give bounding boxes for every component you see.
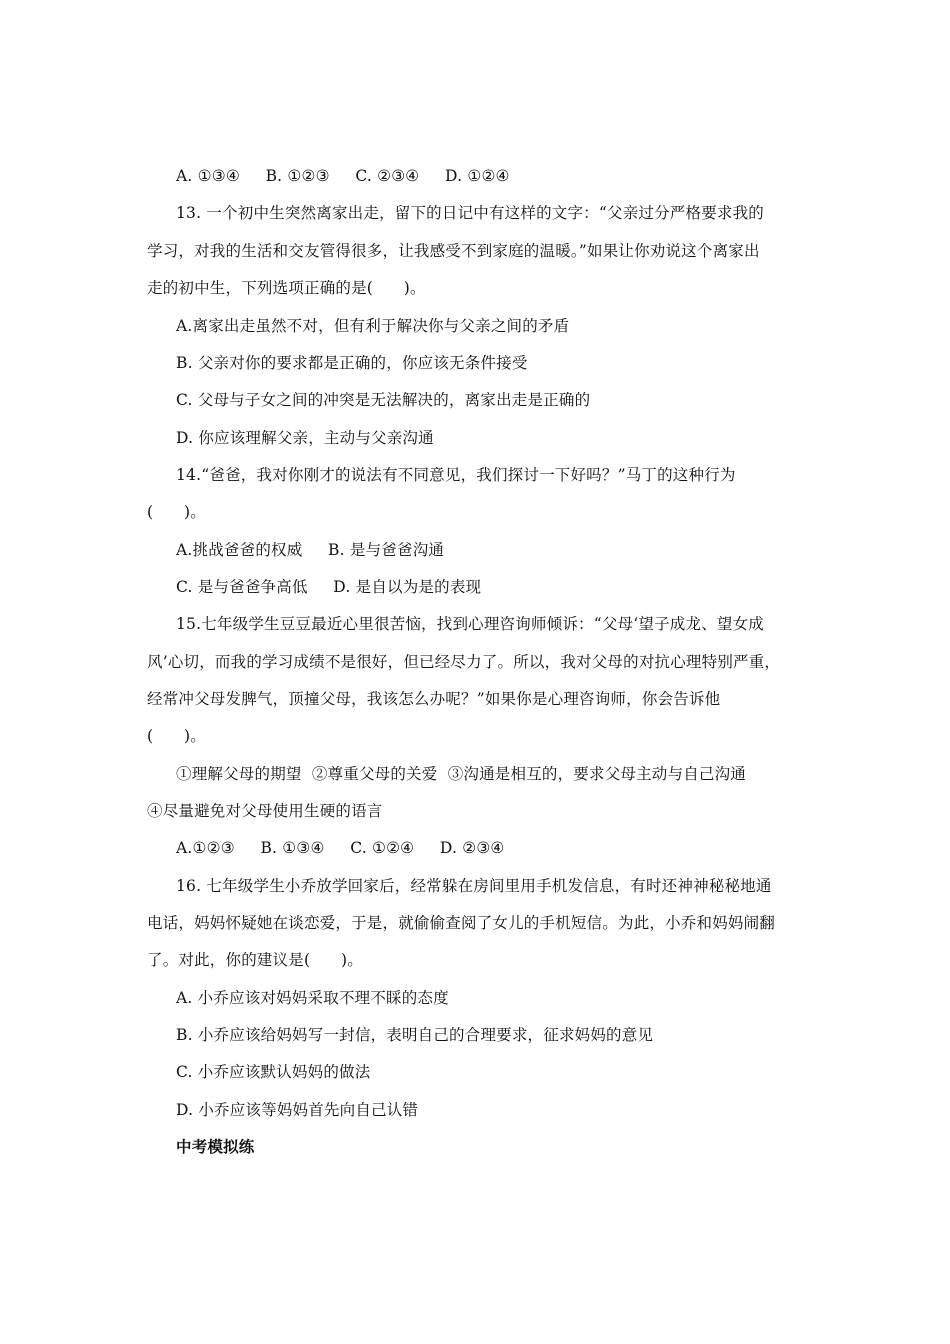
q13-option-a: A.离家出走虽然不对，但有利于解决你与父亲之间的矛盾 (176, 317, 570, 335)
q15-options: A.①②③ B. ①③④ C. ①②④ D. ②③④ (176, 839, 505, 857)
q13-option-c: C. 父母与子女之间的冲突是无法解决的，离家出走是正确的 (176, 391, 591, 409)
q16-option-b: B. 小乔应该给妈妈写一封信，表明自己的合理要求，征求妈妈的意见 (176, 1026, 654, 1044)
q13-option-d: D. 你应该理解父亲，主动与父亲沟通 (176, 429, 434, 447)
q15-stem-line-4: ( )。 (147, 727, 206, 745)
q12-options: A. ①③④ B. ①②③ C. ②③④ D. ①②④ (176, 167, 510, 185)
q16-option-d: D. 小乔应该等妈妈首先向自己认错 (176, 1101, 419, 1119)
q14-stem-line-2: ( )。 (147, 503, 206, 521)
q15-stem-line-3: 经常冲父母发脾气，顶撞父母，我该怎么办呢？”如果你是心理咨询师，你会告诉他 (147, 690, 721, 708)
q13-stem-line-3: 走的初中生，下列选项正确的是( )。 (147, 279, 426, 297)
section-heading: 中考模拟练 (176, 1138, 255, 1156)
q16-option-a: A. 小乔应该对妈妈采取不理不睬的态度 (176, 989, 449, 1007)
q15-statements-line-2: ④尽量避免对父母使用生硬的语言 (147, 802, 383, 820)
q13-stem-line-2: 学习，对我的生活和交友管得很多，让我感受不到家庭的温暖。”如果让你劝说这个离家出 (147, 242, 760, 260)
q15-stem-line-2: 风’心切，而我的学习成绩不是很好，但已经尽力了。所以，我对父母的对抗心理特别严重， (147, 653, 781, 671)
q16-stem-line-1: 16. 七年级学生小乔放学回家后，经常躲在房间里用手机发信息，有时还神神秘秘地通 (176, 877, 772, 895)
q16-stem-line-2: 电话，妈妈怀疑她在谈恋爱，于是，就偷偷查阅了女儿的手机短信。为此，小乔和妈妈闹翻 (147, 914, 776, 932)
q15-statements-line-1: ①理解父母的期望 ②尊重父母的关爱 ③沟通是相互的，要求父母主动与自己沟通 (176, 765, 747, 783)
q16-option-c: C. 小乔应该默认妈妈的做法 (176, 1063, 371, 1081)
q13-option-b: B. 父亲对你的要求都是正确的，你应该无条件接受 (176, 354, 528, 372)
q15-stem-line-1: 15.七年级学生豆豆最近心里很苦恼，找到心理咨询师倾诉：“父母‘望子成龙、望女成 (176, 615, 765, 633)
q16-stem-line-3: 了。对此，你的建议是( )。 (147, 951, 363, 969)
q14-options-line-1: A.挑战爸爸的权威 B. 是与爸爸沟通 (176, 541, 445, 559)
q14-options-line-2: C. 是与爸爸争高低 D. 是自以为是的表现 (176, 578, 482, 596)
q13-stem-line-1: 13. 一个初中生突然离家出走，留下的日记中有这样的文字：“父亲过分严格要求我的 (176, 204, 765, 222)
q14-stem-line-1: 14.“爸爸，我对你刚才的说法有不同意见，我们探讨一下好吗？”马丁的这种行为 (176, 466, 736, 484)
